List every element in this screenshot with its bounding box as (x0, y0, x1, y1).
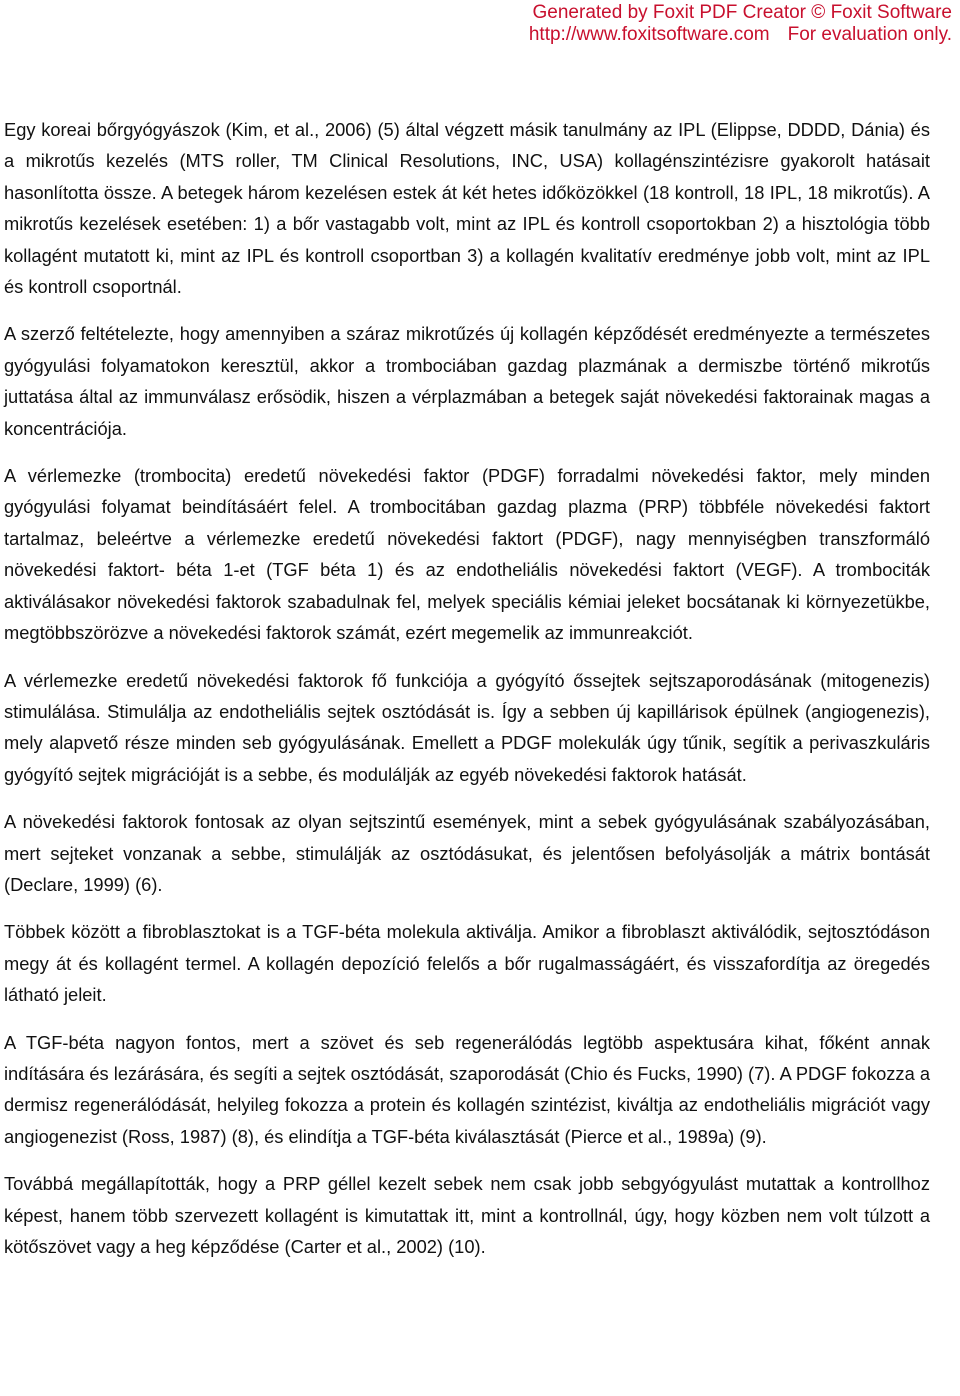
watermark-url: http://www.foxitsoftware.com (528, 24, 770, 45)
paragraph-4: A vérlemezke eredetű növekedési faktorok fő funkciója a gyógyító őssejtek sejtszaporodásának (mitogenezis) stimulálása. Stimulálja az endotheliális sejtek osztódását is. Így a sebben új kapillárisok épülnek (angiogenezis), mely alapvető része minden seb gyógyulásának. Emellett a PDGF molekulák úgy tűnik, segítik a perivaszkuláris gyógyító sejtek migrációját is a sebbe, és modulálják az egyéb növekedési faktorok hatását. (4, 669, 930, 785)
watermark-note: For evaluation only. (787, 24, 952, 45)
paragraph-7: A TGF-béta nagyon fontos, mert a szövet és seb regenerálódás legtöbb aspektusára kihat, főként annak indítására és lezárására, és segíti a sejtek osztódását, szaporodását (Chio és Fucks, 1990) (7). A PDGF fokozza a dermisz regenerálódását, helyileg fokozza a protein és kollagén szintézist, kiváltja az endotheliális migrációt vagy angiogenezist (Ross, 1987) (8), és elindítja a TGF-béta kiválasztását (Pierce et al., 1989a) (9). (4, 1031, 930, 1147)
paragraph-1: Egy koreai bőrgyógyászok (Kim, et al., 2006) (5) által végzett másik tanulmány az IPL (Elippse, DDDD, Dánia) és a mikrotűs kezelés (MTS roller, TM Clinical Resolutions, INC, USA) kollagénszintézisre gyakorolt hatásait hasonlította össze. A betegek három kezelésen estek át két hetes időközökkel (18 kontroll, 18 IPL, 18 mikrotűs). A mikrotűs kezelések esetében: 1) a bőr vastagabb volt, mint az IPL és kontroll csoportokban 2) a hisztológia több kollagént mutatott ki, mint az IPL és kontroll csoportban 3) a kollagén kvalitatív eredménye jobb volt, mint az IPL és kontroll csoportnál. (4, 119, 930, 298)
paragraph-6: Többek között a fibroblasztokat is a TGF-béta molekula aktiválja. Amikor a fibroblaszt aktiválódik, sejtosztódáson megy át és kollagént termel. A kollagén depozíció felelős a bőr rugalmasságáért, és visszafordítja az öregedés látható jeleit. (4, 921, 930, 1006)
paragraph-3: A vérlemezke (trombocita) eredetű növekedési faktor (PDGF) forradalmi növekedési faktor, mely minden gyógyulási folyamat beindításáért felel. A trombocitában gazdag plazma (PRP) többféle növekedési faktort tartalmaz, beleértve a vérlemezke eredetű növekedési faktort (PDGF), nagy mennyiségben transzformáló növekedési faktort- béta 1-et (TGF béta 1) és az endotheliális növekedési faktort (VEGF). A trombociták aktiválásakor növekedési faktorok szabadulnak fel, melyek speciális kémiai jeleket bocsátanak ki környezetükbe, megtöbbszörözve a növekedési faktorok számát, ezért megemelik az immunreakciót. (4, 465, 930, 644)
document-body (4, 114, 930, 1278)
foxit-watermark (529, 2, 952, 46)
paragraph-5: A növekedési faktorok fontosak az olyan sejtszintű események, mint a sebek gyógyulásának szabályozásában, mert sejteket vonzanak a sebbe, stimulálják az osztódásukat, és jelentősen befolyásolják a mátrix bontását (Declare, 1999) (6). (4, 811, 930, 895)
watermark-line2 (529, 24, 952, 46)
paragraph-2: A szerző feltételezte, hogy amennyiben a száraz mikrotűzés új kollagén képződését eredményezte a természetes gyógyulási folyamatokon keresztül, akkor a trombociában gazdag plazmának a dermiszbe történő mikrotűs juttatása által az immunválasz erősödik, hiszen a vérplazmában a betegek saját növekedési faktorainak magas a koncentrációja. (4, 323, 930, 439)
paragraph-8: Továbbá megállapították, hogy a PRP géllel kezelt sebek nem csak jobb sebgyógyulást mutattak a kontrollhoz képest, hanem több szervezett kollagént is kimutattak itt, mint a kontrollnál, úgy, hogy közben nem volt túlzott a kötőszövet vagy a heg képződése (Carter et al., 2002) (10). (4, 1173, 930, 1257)
watermark-title: Generated by Foxit PDF Creator © Foxit Software (532, 2, 952, 23)
